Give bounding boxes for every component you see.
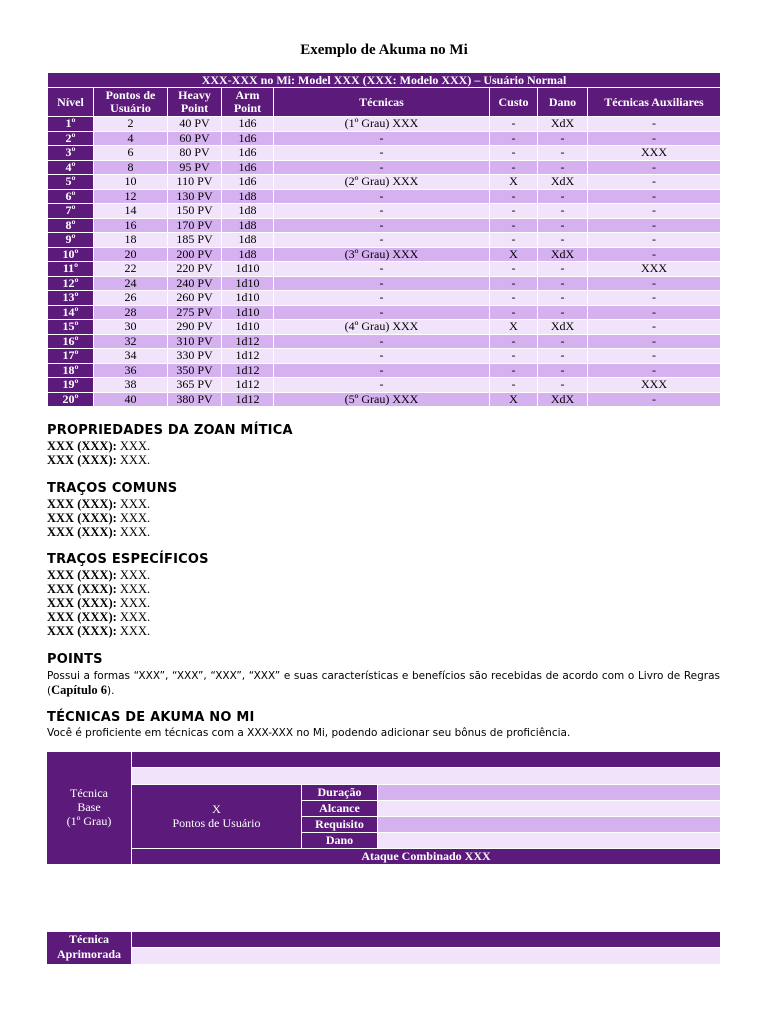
table-cell: 2º (48, 131, 94, 146)
table-cell: 4º (48, 160, 94, 175)
table-cell: 1d10 (222, 276, 274, 291)
table-cell: 1d12 (222, 378, 274, 393)
table-cell: (2º Grau) XXX (274, 175, 490, 190)
table-cell: 15º (48, 320, 94, 335)
section-zoan (47, 423, 720, 467)
table-cell: 1d6 (222, 175, 274, 190)
table-cell: - (538, 189, 588, 204)
table-cell: 310 PV (168, 334, 222, 349)
table-row (48, 262, 721, 277)
table-cell: - (274, 334, 490, 349)
table-cell: 350 PV (168, 363, 222, 378)
column-header: Técnicas Auxiliares (588, 88, 721, 117)
table-cell: 4 (94, 131, 168, 146)
table-cell: 10º (48, 247, 94, 262)
table-cell: 290 PV (168, 320, 222, 335)
column-header: Pontos de Usuário (94, 88, 168, 117)
table-cell: 18 (94, 233, 168, 248)
technique-field-value (378, 833, 720, 848)
table-cell: 275 PV (168, 305, 222, 320)
column-header: Nível (48, 88, 94, 117)
table-cell: - (588, 160, 721, 175)
section-heading: TRAÇOS ESPECÍFICOS (47, 552, 209, 567)
table-row (48, 189, 721, 204)
table-cell: - (490, 349, 538, 364)
table-cell: (5º Grau) XXX (274, 392, 490, 407)
table-cell: - (490, 204, 538, 219)
trait-item: XXX (XXX): XXX. (47, 453, 151, 467)
table-cell: - (588, 392, 721, 407)
column-header: Arm Point (222, 88, 274, 117)
table-cell: 40 PV (168, 117, 222, 132)
table-cell: 7º (48, 204, 94, 219)
table-cell: - (538, 291, 588, 306)
table-row (48, 392, 721, 407)
table-cell: - (490, 291, 538, 306)
table-cell: 1d8 (222, 218, 274, 233)
table-cell: - (490, 233, 538, 248)
table-cell: - (490, 131, 538, 146)
table-row (48, 131, 721, 146)
table-cell: XdX (538, 117, 588, 132)
table-cell: - (274, 378, 490, 393)
table-row (48, 305, 721, 320)
table-cell: - (274, 276, 490, 291)
table-cell: - (274, 363, 490, 378)
table-row (48, 276, 721, 291)
table-row (48, 218, 721, 233)
table-cell: 12º (48, 276, 94, 291)
table-cell: XdX (538, 247, 588, 262)
section-tracos-comuns (47, 481, 720, 539)
table-cell: 240 PV (168, 276, 222, 291)
table-cell: 6º (48, 189, 94, 204)
table-cell: 130 PV (168, 189, 222, 204)
table-cell: - (274, 189, 490, 204)
table-row (48, 349, 721, 364)
technique-field-label: Dano (302, 833, 377, 848)
table-cell: 17º (48, 349, 94, 364)
section-points (47, 652, 720, 698)
technique-improved-description-row (132, 948, 720, 964)
table-cell: 220 PV (168, 262, 222, 277)
section-heading: POINTS (47, 652, 103, 667)
table-cell: 5º (48, 175, 94, 190)
table-cell: 14º (48, 305, 94, 320)
table-cell: 1d12 (222, 349, 274, 364)
table-cell: 380 PV (168, 392, 222, 407)
table-cell: 38 (94, 378, 168, 393)
table-cell: - (588, 349, 721, 364)
table-cell: - (490, 189, 538, 204)
table-cell: 13º (48, 291, 94, 306)
table-cell: 1d8 (222, 247, 274, 262)
table-cell: - (588, 218, 721, 233)
trait-item: XXX (XXX): XXX. (47, 525, 151, 539)
table-cell: - (490, 262, 538, 277)
table-cell: 200 PV (168, 247, 222, 262)
table-cell: - (538, 146, 588, 161)
table-cell: - (274, 146, 490, 161)
table-cell: X (490, 320, 538, 335)
technique-field-value (378, 785, 720, 800)
table-cell: - (274, 160, 490, 175)
table-row (48, 334, 721, 349)
table-cell: 26 (94, 291, 168, 306)
table-cell: 28 (94, 305, 168, 320)
table-cell: 60 PV (168, 131, 222, 146)
table-cell: 20º (48, 392, 94, 407)
table-cell: 1d10 (222, 291, 274, 306)
table-cell: 330 PV (168, 349, 222, 364)
table-cell: - (538, 334, 588, 349)
table-cell: - (274, 305, 490, 320)
technique-name-bar (132, 752, 720, 767)
table-cell: - (538, 305, 588, 320)
table-cell: - (274, 262, 490, 277)
table-cell: - (490, 146, 538, 161)
table-cell: 1d8 (222, 189, 274, 204)
table-cell: 11º (48, 262, 94, 277)
table-cell: 22 (94, 262, 168, 277)
table-cell: 20 (94, 247, 168, 262)
table-cell: - (274, 204, 490, 219)
table-cell: 1d8 (222, 233, 274, 248)
table-cell: - (538, 218, 588, 233)
trait-item: XXX (XXX): XXX. (47, 439, 151, 453)
technique-field-value (378, 817, 720, 832)
table-cell: - (274, 233, 490, 248)
table-cell: 2 (94, 117, 168, 132)
table-cell: - (588, 233, 721, 248)
table-cell: 1d10 (222, 262, 274, 277)
section-heading: TRAÇOS COMUNS (47, 481, 178, 496)
table-cell: 36 (94, 363, 168, 378)
table-cell: (1º Grau) XXX (274, 117, 490, 132)
section-heading: TÉCNICAS DE AKUMA NO MI (47, 710, 255, 725)
combined-attack-bar: Ataque Combinado XXX (132, 849, 720, 864)
table-cell: 95 PV (168, 160, 222, 175)
table-cell: 14 (94, 204, 168, 219)
table-cell: X (490, 392, 538, 407)
section-heading: PROPRIEDADES DA ZOAN MÍTICA (47, 423, 293, 438)
technique-field-label: Requisito (302, 817, 377, 832)
table-cell: - (490, 218, 538, 233)
tecnicas-paragraph: Você é proficiente em técnicas com a XXX-XXX no Mi, podendo adicionar seu bônus de proficiência. (47, 727, 571, 739)
technique-improved-box (47, 932, 720, 964)
trait-item: XXX (XXX): XXX. (47, 624, 151, 638)
table-row (48, 291, 721, 306)
table-cell: - (538, 233, 588, 248)
table-cell: 260 PV (168, 291, 222, 306)
table-cell: - (538, 204, 588, 219)
table-cell: 19º (48, 378, 94, 393)
table-cell: - (588, 247, 721, 262)
table-row (48, 233, 721, 248)
table-cell: 34 (94, 349, 168, 364)
table-cell: - (538, 262, 588, 277)
trait-item: XXX (XXX): XXX. (47, 568, 151, 582)
table-row (48, 175, 721, 190)
table-cell: 1d8 (222, 204, 274, 219)
table-cell: 170 PV (168, 218, 222, 233)
table-cell: - (588, 189, 721, 204)
table-cell: 16º (48, 334, 94, 349)
table-cell: - (490, 117, 538, 132)
table-cell: - (588, 276, 721, 291)
table-cell: 8º (48, 218, 94, 233)
table-row (48, 320, 721, 335)
trait-item: XXX (XXX): XXX. (47, 511, 151, 525)
table-cell: - (588, 291, 721, 306)
trait-item: XXX (XXX): XXX. (47, 610, 151, 624)
technique-description-row (132, 768, 720, 784)
table-cell: - (538, 276, 588, 291)
technique-field-value (378, 801, 720, 816)
table-cell: 3º (48, 146, 94, 161)
table-cell: 1º (48, 117, 94, 132)
table-cell: 1d10 (222, 320, 274, 335)
table-cell: - (274, 131, 490, 146)
table-row (48, 363, 721, 378)
technique-base-box (47, 752, 720, 864)
technique-improved-label: Técnica Aprimorada (47, 932, 131, 964)
column-header: Heavy Point (168, 88, 222, 117)
page-title: Exemplo de Akuma no Mi (300, 42, 468, 58)
table-row (48, 378, 721, 393)
table-cell: - (274, 291, 490, 306)
table-cell: 1d10 (222, 305, 274, 320)
section-tecnicas (47, 710, 720, 740)
table-cell: XdX (538, 392, 588, 407)
table-cell: - (588, 204, 721, 219)
table-cell: 1d12 (222, 334, 274, 349)
table-cell: - (490, 276, 538, 291)
table-cell: - (588, 320, 721, 335)
table-cell: 8 (94, 160, 168, 175)
user-points-cell: X Pontos de Usuário (132, 785, 301, 848)
table-cell: - (538, 378, 588, 393)
table-cell: 10 (94, 175, 168, 190)
table-cell: - (588, 131, 721, 146)
table-cell: - (538, 349, 588, 364)
table-cell: - (490, 363, 538, 378)
table-cell: 1d6 (222, 131, 274, 146)
table-cell: 40 (94, 392, 168, 407)
table-cell: - (588, 117, 721, 132)
table-cell: 12 (94, 189, 168, 204)
table-cell: - (588, 363, 721, 378)
table-cell: 1d6 (222, 146, 274, 161)
table-cell: 1d6 (222, 117, 274, 132)
trait-item: XXX (XXX): XXX. (47, 596, 151, 610)
table-cell: - (538, 160, 588, 175)
table-cell: - (274, 218, 490, 233)
column-header: Dano (538, 88, 588, 117)
technique-field-label: Alcance (302, 801, 377, 816)
table-cell: 18º (48, 363, 94, 378)
table-cell: 32 (94, 334, 168, 349)
section-tracos-especificos (47, 552, 720, 638)
column-header: Custo (490, 88, 538, 117)
technique-improved-name-bar (132, 932, 720, 947)
table-cell: - (490, 334, 538, 349)
table-cell: XXX (588, 378, 721, 393)
table-cell: 30 (94, 320, 168, 335)
table-cell: 9º (48, 233, 94, 248)
table-cell: 150 PV (168, 204, 222, 219)
table-cell: - (538, 363, 588, 378)
technique-field-label: Duração (302, 785, 377, 800)
table-cell: 185 PV (168, 233, 222, 248)
points-paragraph: Possui a formas “XXX”, “XXX”, “XXX”, “XXX” e suas características e benefícios são recebidas de acordo com o Livro de Regras (Capítulo 6). (47, 670, 720, 697)
table-cell: - (538, 131, 588, 146)
table-cell: (3º Grau) XXX (274, 247, 490, 262)
table-cell: 1d12 (222, 363, 274, 378)
table-cell: XXX (588, 262, 721, 277)
table-cell: - (588, 334, 721, 349)
table-row (48, 117, 721, 132)
table-cell: 1d12 (222, 392, 274, 407)
table-cell: - (490, 160, 538, 175)
progression-table (47, 72, 721, 407)
table-cell: - (490, 378, 538, 393)
table-cell: 16 (94, 218, 168, 233)
table-cell: 80 PV (168, 146, 222, 161)
technique-base-label: Técnica Base (1º Grau) (47, 752, 131, 864)
trait-item: XXX (XXX): XXX. (47, 582, 151, 596)
table-cell: - (588, 175, 721, 190)
table-cell: - (490, 305, 538, 320)
table-caption: XXX-XXX no Mi: Model XXX (XXX: Modelo XXX) – Usuário Normal (48, 73, 721, 88)
table-cell: - (274, 349, 490, 364)
table-cell: XdX (538, 320, 588, 335)
table-row (48, 146, 721, 161)
table-cell: 24 (94, 276, 168, 291)
table-row (48, 204, 721, 219)
table-cell: X (490, 175, 538, 190)
table-row (48, 247, 721, 262)
table-cell: (4º Grau) XXX (274, 320, 490, 335)
table-cell: 110 PV (168, 175, 222, 190)
table-row (48, 160, 721, 175)
table-cell: XXX (588, 146, 721, 161)
table-cell: - (588, 305, 721, 320)
column-header: Técnicas (274, 88, 490, 117)
table-cell: 365 PV (168, 378, 222, 393)
table-cell: 1d6 (222, 160, 274, 175)
table-cell: 6 (94, 146, 168, 161)
trait-item: XXX (XXX): XXX. (47, 497, 151, 511)
table-cell: X (490, 247, 538, 262)
table-cell: XdX (538, 175, 588, 190)
